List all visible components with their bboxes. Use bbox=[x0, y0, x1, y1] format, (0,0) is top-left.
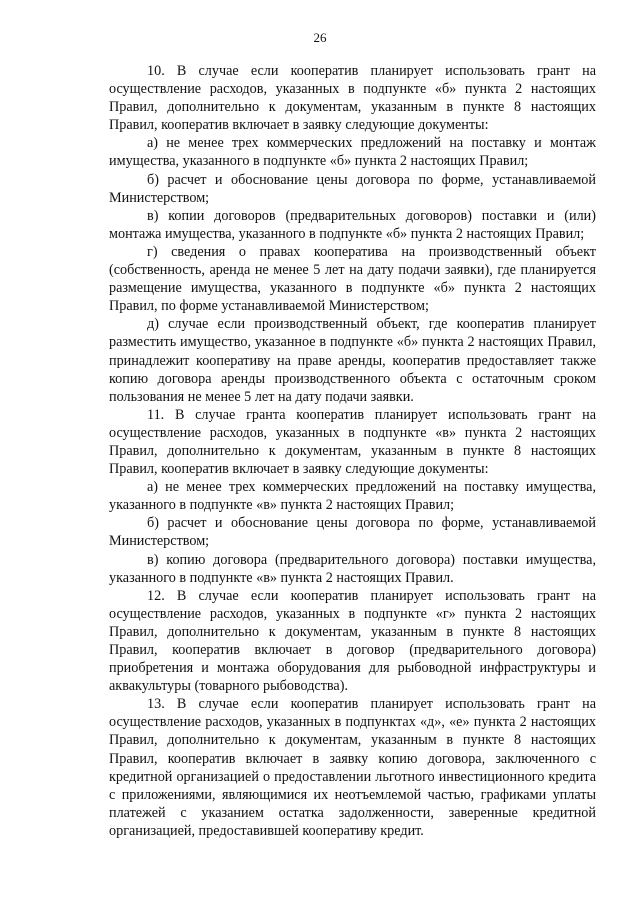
paragraph-12: 12. В случае если кооператив планирует использовать грант на осуществление расходов, указанных в подпункте «г» пункта 2 настоящих Правил, дополнительно к документам, указанным в пункте 8 настоящих Правил, кооператив включает в договор (предварительного договора) приобретения и монтажа оборудования для рыбоводной инфраструктуры и аквакультуры (товарного рыбоводства). bbox=[109, 587, 596, 695]
paragraph-10-d: д) случае если производственный объект, где кооператив планирует разместить имущество, указанное в подпункте «б» пункта 2 настоящих Правил, принадлежит кооперативу на праве аренды, кооператив предоставляет также копию договора аренды производственного объекта с остаточным сроком пользования не менее 5 лет на дату подачи заявки. bbox=[109, 316, 596, 405]
paragraph-11-v: в) копию договора (предварительного договора) поставки имущества, указанного в подпункте «в» пункта 2 настоящих Правил. bbox=[109, 551, 596, 586]
paragraph-13: 13. В случае если кооператив планирует использовать грант на осуществление расходов, указанных в подпунктах «д», «е» пункта 2 настоящих Правил, дополнительно к документам, указанным в пункте 8 настоящих Правил, кооператив включает в заявку копию договора, заключенного с кредитной организацией о предоставлении льготного инвестиционного кредита с приложениями, являющимися их неотъемлемой частью, графиками уплаты платежей с указанием остатка задолженности, заверенные кредитной организацией, предоставившей кооперативу кредит. bbox=[109, 696, 596, 839]
paragraph-10-g: г) сведения о правах кооператива на производственный объект (собственность, аренда не менее 5 лет на дату подачи заявки), где планируется размещение имущества, указанного в подпункте «б» пункта 2 настоящих Правил, по форме устанавливаемой Министерством; bbox=[109, 243, 596, 315]
paragraph-11-a: а) не менее трех коммерческих предложений на поставку имущества, указанного в подпункте «в» пункта 2 настоящих Правил; bbox=[109, 479, 596, 514]
document-body bbox=[109, 62, 596, 840]
paragraph-10-a: а) не менее трех коммерческих предложений на поставку и монтаж имущества, указанного в подпункте «б» пункта 2 настоящих Правил; bbox=[109, 135, 596, 170]
paragraph-11-b: б) расчет и обоснование цены договора по форме, устанавливаемой Министерством; bbox=[109, 515, 596, 550]
page-number: 26 bbox=[313, 30, 327, 45]
paragraph-10-v: в) копии договоров (предварительных договоров) поставки и (или) монтажа имущества, указанного в подпункте «б» пункта 2 настоящих Правил; bbox=[109, 207, 596, 242]
paragraph-11: 11. В случае гранта кооператив планирует использовать грант на осуществление расходов, указанных в подпункте «в» пункта 2 настоящих Правил, дополнительно к документам, указанным в пункте 8 настоящих Правил, кооператив включает в заявку следующие документы: bbox=[109, 406, 596, 478]
paragraph-10: 10. В случае если кооператив планирует использовать грант на осуществление расходов, указанных в подпункте «б» пункта 2 настоящих Правил, дополнительно к документам, указанным в пункте 8 настоящих Правил, кооператив включает в заявку следующие документы: bbox=[109, 63, 596, 134]
paragraph-10-b: б) расчет и обоснование цены договора по форме, устанавливаемой Министерством; bbox=[109, 171, 596, 206]
